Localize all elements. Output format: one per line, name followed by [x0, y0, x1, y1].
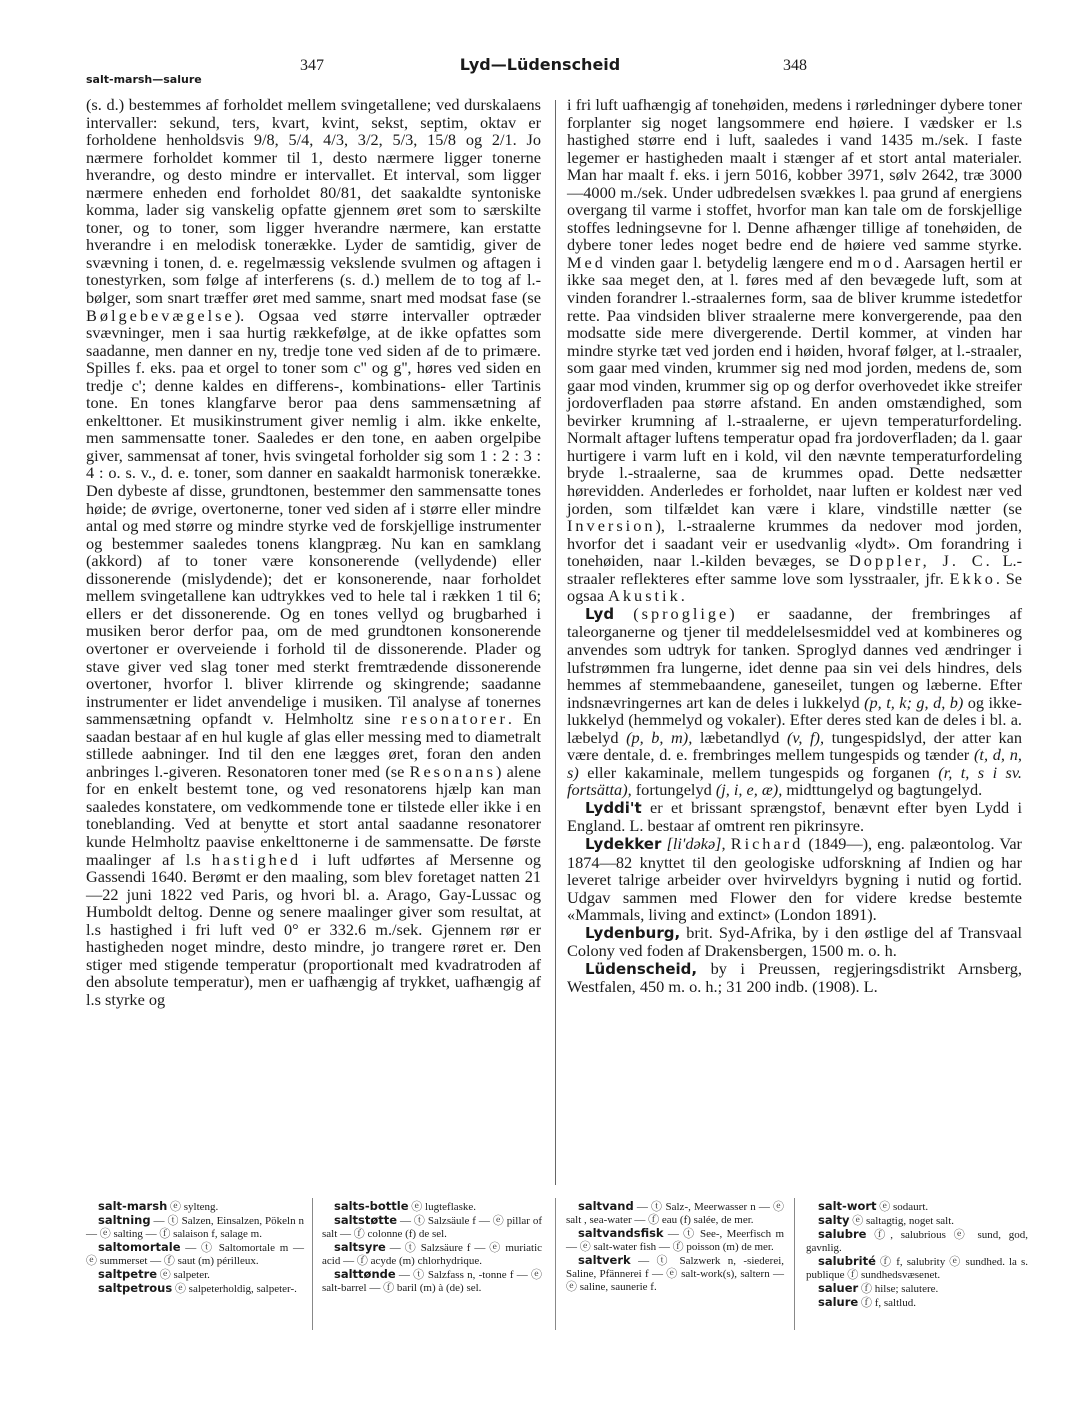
headword: Lyd	[585, 604, 615, 623]
dict-entry: saltpetre ⓔ salpeter.	[98, 1267, 210, 1281]
footer-divider	[794, 1198, 795, 1330]
column-divider	[555, 100, 556, 1185]
dict-entry: salts-bottle ⓔ lugteflaske.	[334, 1199, 477, 1213]
left-column	[86, 96, 541, 1008]
headword: Lüdenscheid,	[585, 959, 698, 978]
dict-entry: salt-marsh ⓔ sylteng.	[98, 1199, 219, 1213]
entry-lyddit: Lyddi't er et brissant sprængstof, benævnt efter byen Lydd i England. L. bestaar af omtrent ren pikrinsyre.	[567, 797, 1022, 836]
dict-entry: saltvand — ⓣ Salz-, Meerwasser n — ⓔ salt , sea-water — ⓕ eau (f) salée, de mer.	[566, 1199, 785, 1226]
emphasis-term: resonatorer	[401, 709, 508, 729]
cross-reference[interactable]: Ekko	[949, 568, 996, 588]
headword: Lyddi't	[585, 798, 642, 817]
headword: Lydenburg,	[585, 923, 681, 942]
cross-reference[interactable]: Doppler, J. C.	[848, 551, 993, 571]
article-body-continued: i fri luft uafhængig af tonehøiden, medens i rørledninger dybere toner forplanter sig noget langsommere end høiere. I vædsker er l.s hastighed større end i luft, saaledes i vand 1435 m./sek. I faste legemer er hastigheden maalt i stænger af et stort antal materialer. Man har maalt f. eks. i jern 5016, kobber 3971, sølv 2642, træ 3000—4000 m./sek. Under udbredelsen svækkes l. paa grund af energiens overgang til varme i stoffet, hvorfor man kan tale om de forskjellige stoffes ledningsevne for l. Denne afhænger tillige af tonehøiden, de dybere toner ledes noget bedre end de høiere ved samme styrke. Med vinden gaar l. betydelig længere end mod. Aarsagen hertil er ikke saa meget den, at l. føres med af den bevægede luft, som at vinden forandrer l.-straalernes form, saa de bliver krumme istedetfor rette. Paa vindsiden bliver straalerne mere konvergerende, paa den modsatte side mere divergerende. Dertil kommer, at vinden har mindre styrke tæt ved jorden end i høiden, hvoraf følger, at l.-straaler, som gaar med vinden, krummer sig ned mod jorden, medens de, som gaar mod vinden, krummer sig op og derfor overhovedet ikke streifer jordoverfladen paa større afstand. En anden omstændighed, som bevirker krumning af l.-straalerne, er ujevn temperaturfordeling. Normalt aftager luftens temperatur opad fra jordoverfladen; da l. gaar hurtigere i varm luft en i kold, vil den nævnte temperaturfordeling bryde l.-straalerne, saa de krummes opad. Dette nedsætter hørevidden. Anderledes er forholdet, naar luften er koldest nær ved jorden, som tilfældet kan være i klare, vindstille nætter (se Inversion), l.-straalerne krummes da nedover mod jorden, hvorfor det i saadant veir er usedvanlig «lydt». Om forandring i tonehøiden, naar l.-kilden bevæges, se Doppler, J. C. L.-straaler reflekteres efter samme love som lysstraaler, jfr. Ekko. Se ogsaa Akustik.	[567, 95, 1022, 606]
dict-entry: saltpetrous ⓔ salpeterholdig, salpeter-.	[98, 1281, 297, 1295]
dict-entry: salubre ⓕ, salubrious ⓔ sund, god, gavnlig.	[806, 1227, 1029, 1254]
dict-entry: salttønde — ⓣ Salzfass n, -tonne f — ⓔ salt-barrel — ⓕ baril (m) à (de) sel.	[322, 1267, 543, 1294]
footer-divider	[555, 1198, 556, 1330]
footer-column-1	[86, 1200, 304, 1296]
dict-entry: saltomortale — ⓣ Saltomortale m — ⓔ summerset — ⓕ saut (m) périlleux.	[86, 1240, 305, 1267]
emphasis-term: hastighed	[211, 849, 302, 869]
dict-entry: saltning — ⓣ Salzen, Einsalzen, Pökeln n — ⓔ salting — ⓕ salaison f, salage m.	[86, 1213, 305, 1240]
dict-entry: saltverk — ⓣ Salzwerk n, -siederei, Saline, Pfännerei f — ⓔ salt-work(s), saltern — ⓔ saline, saunerie f.	[566, 1253, 785, 1293]
cross-reference[interactable]: Akustik	[608, 586, 681, 606]
footer-column-3	[566, 1200, 784, 1294]
entry-lyd: Lyd (sproglige) er saadanne, der frembringes af taleorganerne og tjener til meddelelsesmiddel ved at kombineres og anvendes som udtryk for tanken. Sproglyd dannes ved ændringer i lufstrømmen fra lungerne, idet denne paa sin vei dels hindres, dels hemmes af stemmebaandene, ganeseilet, tungen og læberne. Efter indsnævringernes art kan de deles i lukkelyd (p, t, k; g, d, b) og ikke-lukkelyd (hemmelyd og vokaler). Efter deres sted kan de deles i bl. a. læbelyd (p, b, m), læbetandlyd (v, f), tungespidslyd, der atter kan være dentale, d. e. frembringes mellem tungespids og tænder (t, d, n, s) eller kakaminale, mellem tungespids og forganen (r, t, s i sv. fortsätta), fortungelyd (j, i, e, æ), midttungelyd og bagtungelyd.	[567, 603, 1022, 800]
footer-divider	[312, 1198, 313, 1330]
dict-entry: saltvandsfisk — ⓣ See-, Meerfisch m — ⓔ salt-water fish — ⓕ poisson (m) de mer.	[566, 1226, 785, 1253]
dict-entry: salure ⓕ f, saltlud.	[818, 1295, 916, 1309]
cross-reference[interactable]: Inversion	[567, 516, 656, 536]
cross-reference[interactable]: Bølgebevægelse	[86, 305, 235, 325]
footer-column-2	[322, 1200, 542, 1295]
footer-column-4	[806, 1200, 1028, 1310]
cross-reference[interactable]: Resonans	[409, 761, 496, 781]
article-body: (s. d.) bestemmes af forholdet mellem svingetallene; ved durskalaens intervaller: sekund, ters, kvart, kvint, sekst, septim, oktav er forholdene henholdsvis 9/8, 5/4, 4/3, 3/2, 5/3, 15/8 og 2/1. Jo nærmere forholdet kommer til 1, desto nærmere ligger tonerne hverandre, og desto mindre er intervallet. Et interval, som ligger nærmere enheden end forholdet 80/81, det saakaldte syntoniske komma, lader sig vanskelig opfatte gjennem øret som to særskilte toner, og to toner, som ligger hverandre nærmere, kan erstatte hverandre i en melodisk tonerække. Lyder de samtidig, giver de svævning i tonen, d. e. regelmæssig vekslende svulmen og aftagen i tonestyrken, som følge af interferens (s. d.) mellem de to tog af l.-bølger, som snart træffer øret med samme, snart med modsat fase (se Bølgebevægelse). Ogsaa ved større intervaller optræder svævninger, men i saa hurtig rækkefølge, at de ikke opfattes som saadanne, men danner en ny, tredje tone ved siden af de to primære. Spilles f. eks. paa et orgel to toner som c'' og g'', høres ved siden en tredje c'; denne kaldes en differens-, kombinations- eller Tartinis tone. En tones klangfarve beror paa dens sammensætning af enkelttoner. Et musikinstrument giver nemlig i alm. ikke enkelte, men sammensatte toner. Saaledes er den tone, en aaben orgelpibe giver, sammensat af toner, hvis svingetal forholder sig som 1 : 2 : 3 : 4 : o. s. v., d. e. toner, som danner en saakaldt harmonisk tonerække. Den dybeste af disse, grundtonen, bestemmer den sammensatte tones høide; de øvrige, overtonerne, toner ved siden af i større eller mindre antal og med større og mindre styrke ved de forskjellige instrumenter og bestemmer saaledes tonens klangpræg. Nu kan en samklang (akkord) af to toner være konsonerende (vellydende) eller dissonerende (mislydende); det er konsonerende, naar forholdet mellem svingetallene kan udtrykkes ved to hele tal i rækken 1 til 6; ellers er det dissonerende. Og en tones vellyd og brugbarhed i musiken beror derfor paa, om de med grundtonen konsonerende overtoner er overveiende i forhold til de dissonerende. Plader og stave giver ved slag toner med sterkt fremtrædende dissonerende overtoner, hvorfor l. bliver klirrende og skingrende; saadanne instrumenter er lidet anvendelige i musiken. Til analyse af tonernes sammensætning opfandt v. Helmholtz sine resonatorer. En saadan bestaar af en hul kugle af glas eller messing med to diametralt stillede aabninger. Ind til den ene lægges øret, foran den anden anbringes l.-giveren. Resonatoren toner med (se Resonans) alene for en enkelt bestemt tone, og ved resonatorens hjælp kan man saaledes konstatere, om vedkommende tone er tilstede eller ikke i en toneblanding. Ved at benytte et stort antal saadanne resonatorer kunde Helmholtz paavise enkelttonerne i de sammensatte. De første maalinger af l.s hastighed i luft udførtes af Mersenne og Gassendi 1640. Berømt er den maaling, som blev foretaget natten 21—22 juni 1822 ved Paris, og hvori bl. a. Arago, Gay-Lussac og Humboldt deltog. Denne og senere maalinger giver som resultat, at l.s hastighed i fri luft ved 0° er 332.6 m./sek. Gjennem rør er hastigheden noget mindre, desto mindre, jo trangere røret er. Den stiger med stigende temperatur (proportionalt med kvadratroden af den absolute temperatur), men er uafhængig af trykket, uafhængig af l.s styrke og	[86, 95, 542, 1009]
page-number-left: 347	[300, 57, 324, 74]
headword: Lydekker	[585, 834, 662, 853]
dict-entry: salubrité ⓕ f, salubrity ⓔ sundhed. la s. publique ⓕ sundhedsvæsenet.	[806, 1254, 1029, 1281]
dict-entry: saluer ⓕ hilse; salutere.	[818, 1281, 939, 1295]
dict-entry: salty ⓔ saltagtig, noget salt.	[818, 1213, 955, 1227]
right-column	[567, 96, 1022, 996]
footer-range-label: salt-marsh—salure	[86, 73, 202, 86]
entry-lydenburg: Lydenburg, brit. Syd-Afrika, by i den østlige del af Transvaal Colony ved foden af Drakensbergen, 1500 m. o. h.	[567, 922, 1022, 961]
entry-ludenscheid: Lüdenscheid, by i Preussen, regjeringsdistrikt Arnsberg, Westfalen, 450 m. o. h.; 31 200 indb. (1908). L.	[567, 958, 1022, 997]
entry-lydekker: Lydekker [li'dəkə], Richard (1849—), eng. palæontolog. Var 1874—82 knyttet til den geologiske udforskning af Indien og har leveret talrige arbeider over hvirveldyrs bygning i nutid og fortid. Udgav sammen med Flower den for videre kredse bestemte «Mammals, living and extinct» (London 1891).	[567, 833, 1022, 925]
dict-entry: salt-wort ⓔ sodaurt.	[818, 1199, 929, 1213]
page-number-right: 348	[783, 57, 807, 74]
dict-entry: saltsyre — ⓣ Salzsäure f — ⓔ muriatic acid — ⓕ acyde (m) chlorhydrique.	[322, 1240, 543, 1267]
running-title: Lyd—Lüdenscheid	[459, 55, 621, 74]
dict-entry: saltstøtte — ⓣ Salzsäule f — ⓔ pillar of salt — ⓕ colonne (f) de sel.	[322, 1213, 542, 1240]
